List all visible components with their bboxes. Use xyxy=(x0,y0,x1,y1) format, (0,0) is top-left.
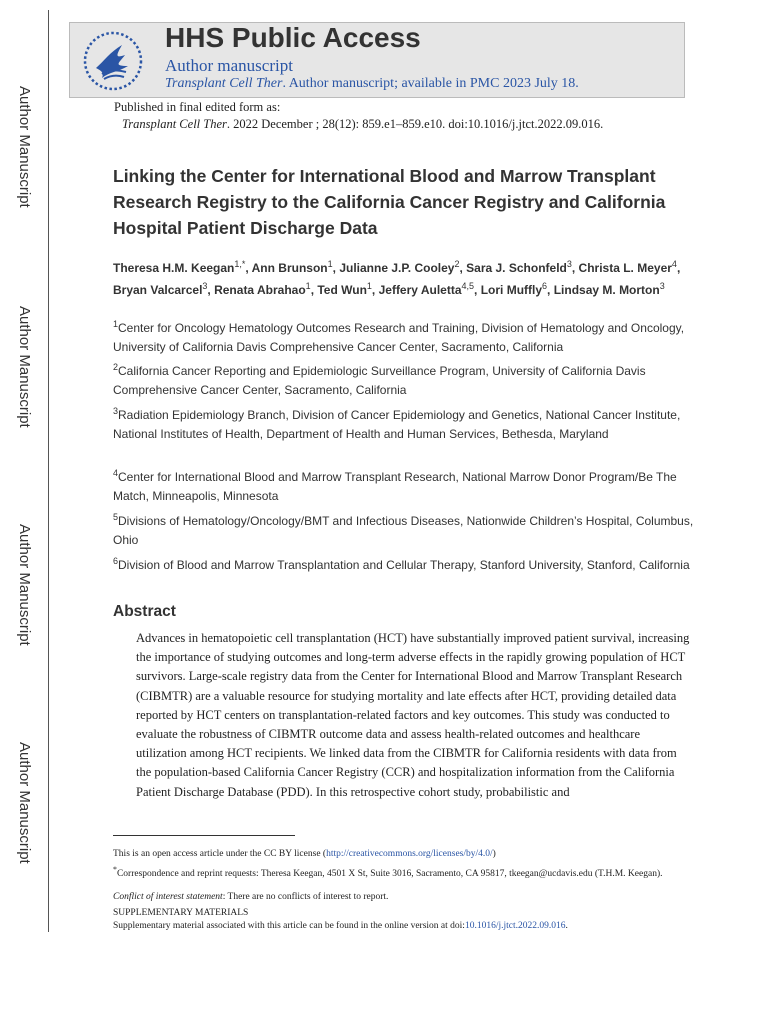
affiliation-number: 2 xyxy=(113,362,119,372)
abstract-heading: Abstract xyxy=(113,603,176,620)
sidebar-label-author-manuscript: Author Manuscript xyxy=(16,524,33,646)
coi-text: : There are no conflicts of interest to report. xyxy=(222,892,389,902)
supplementary-footnote xyxy=(113,920,673,932)
author-affiliation-sup: 3 xyxy=(202,281,208,291)
coi-label: Conflict of interest statement xyxy=(113,892,223,902)
correspondence-text: Correspondence and reprint requests: Theresa Keegan, 4501 X St, Suite 3016, Sacramento, CA 95817, tkeegan@ucdavis.edu (T.H.M. Keegan). xyxy=(116,869,663,880)
license-suffix: ) xyxy=(492,849,496,859)
author-name[interactable]: Christa L. Meyer xyxy=(578,261,672,275)
supplementary-text: Supplementary material associated with this article can be found in the online version at doi: xyxy=(113,921,465,931)
author-affiliation-sup: 2 xyxy=(454,259,460,269)
journal-name: Transplant Cell Ther xyxy=(165,76,283,91)
author-affiliation-sup: 6 xyxy=(542,281,548,291)
affiliation-text: California Cancer Reporting and Epidemiologic Surveillance Program, University of California Davis Comprehensive Cancer Center, Sacramento, California xyxy=(113,364,646,397)
affiliation xyxy=(113,464,713,505)
affiliation-text: Radiation Epidemiology Branch, Division of Cancer Epidemiology and Genetics, National Cancer Institute, National Institutes of Health, Department of Health and Human Services, Bethesda, Maryland xyxy=(113,408,681,441)
sidebar-label-author-manuscript: Author Manuscript xyxy=(16,742,33,864)
affiliation-number: 1 xyxy=(113,319,119,329)
author-manuscript-label: Author manuscript xyxy=(165,56,293,75)
author-affiliation-sup: 4 xyxy=(671,259,677,269)
supplementary-end: . xyxy=(565,921,568,931)
hhs-eagle-logo-icon xyxy=(80,28,146,94)
author-affiliation-sup: 4,5 xyxy=(461,281,475,291)
author-name[interactable]: Ann Brunson xyxy=(251,261,328,275)
author-name[interactable]: Sara J. Schonfeld xyxy=(466,261,567,275)
publication-citation xyxy=(122,117,603,132)
pmc-availability xyxy=(165,76,579,92)
sidebar-label-author-manuscript: Author Manuscript xyxy=(16,86,33,208)
correspondence-mark: * xyxy=(113,865,117,874)
affiliation xyxy=(113,508,713,549)
availability-text: . Author manuscript; available in PMC 2023 July 18. xyxy=(282,76,579,91)
author-name[interactable]: Lindsay M. Morton xyxy=(553,283,660,297)
author-name[interactable]: Jeffery Auletta xyxy=(378,283,462,297)
affiliation xyxy=(113,315,713,356)
correspondence-footnote xyxy=(113,864,673,880)
affiliation xyxy=(113,402,713,443)
conflict-of-interest-footnote xyxy=(113,891,673,903)
affiliation-text: Center for Oncology Hematology Outcomes Research and Training, Division of Hematology and Oncology, University of California Davis Comprehensive Cancer Center, Sacramento, California xyxy=(113,321,685,354)
abstract-body: Advances in hematopoietic cell transplantation (HCT) have substantially improved patient survival, increasing the importance of studying outcomes and long-term adverse effects in the rapidly growing population of HCT survivors. Large-scale registry data from the Center for International Blood and Marrow Transplant Research (CIBMTR) are a valuable resource for studying mortality and late effects after HCT, providing detailed data reported by HCT centers on transplantation-related factors and key outcomes. This study was conducted to evaluate the robustness of CIBMTR outcome data and assess health-related outcomes and healthcare utilization among HCT recipients. We linked data from the CIBMTR for California residents with data from the population-based California Cancer Registry (CCR) and hospitalization information from the California Patient Discharge Database (PDD). In this retrospective cohort study, probabilistic and xyxy=(136,631,690,799)
author-affiliation-sup: 1 xyxy=(366,281,372,291)
license-link[interactable]: http://creativecommons.org/licenses/by/4.0/ xyxy=(326,849,493,859)
author-name[interactable]: Lori Muffly xyxy=(480,283,543,297)
hhs-public-access-title: HHS Public Access xyxy=(165,22,421,53)
affiliation-number: 5 xyxy=(113,512,119,522)
footnote-divider xyxy=(113,835,295,836)
affiliation-number: 6 xyxy=(113,556,119,566)
article-title: Linking the Center for International Blood and Marrow Transplant Research Registry to the California Cancer Registry and California Hospital Patient Discharge Data xyxy=(113,166,666,238)
author-affiliation-sup: 3 xyxy=(659,281,665,291)
sidebar-label-author-manuscript: Author Manuscript xyxy=(16,306,33,428)
author-name[interactable]: Ted Wun xyxy=(317,283,367,297)
affiliation-text: Center for International Blood and Marrow Transplant Research, National Marrow Donor Program/Be The Match, Minneapolis, Minnesota xyxy=(113,470,677,503)
affiliation-text: Divisions of Hematology/Oncology/BMT and Infectious Diseases, Nationwide Children’s Hospital, Columbus, Ohio xyxy=(113,514,694,547)
supplementary-heading: SUPPLEMENTARY MATERIALS xyxy=(113,908,249,918)
supplementary-doi-link[interactable]: 10.1016/j.jtct.2022.09.016 xyxy=(464,921,566,931)
affiliation-number: 4 xyxy=(113,468,119,478)
author-affiliation-sup: 1 xyxy=(305,281,311,291)
affiliation-text: Division of Blood and Marrow Transplantation and Cellular Therapy, Stanford University, Stanford, California xyxy=(118,558,690,572)
affiliation xyxy=(113,552,713,575)
affiliation-number: 3 xyxy=(113,406,119,416)
author-affiliation-sup: 1,* xyxy=(234,259,246,269)
author-list: Theresa H.M. Keegan$^{1,*}$, Ann Brunson$^1$, Julianne J.P. Cooley$^2$, Sara J. Schonfeld$^3$, Christa L. Meyer$^4$, Bryan Valcarcel$^3$, Renata Abrahao$^1$, Ted Wun$^1$, Jeffery Auletta$^{4,5}$, Lori Muffly$^6$, Lindsay M. Morton$^3$ xyxy=(113,259,681,297)
journal-name: Transplant Cell Ther xyxy=(122,117,227,131)
author-affiliation-sup: 3 xyxy=(566,259,572,269)
author-name[interactable]: Renata Abrahao xyxy=(214,283,306,297)
license-footnote xyxy=(113,848,673,860)
affiliation xyxy=(113,358,713,399)
published-in-label: Published in final edited form as: xyxy=(114,100,281,114)
author-name[interactable]: Bryan Valcarcel xyxy=(113,283,203,297)
author-affiliation-sup: 1 xyxy=(327,259,333,269)
author-name[interactable]: Theresa H.M. Keegan xyxy=(113,261,235,275)
author-name[interactable]: Julianne J.P. Cooley xyxy=(339,261,455,275)
citation-text: . 2022 December ; 28(12): 859.e1–859.e10. doi:10.1016/j.jtct.2022.09.016. xyxy=(226,117,604,131)
license-prefix: This is an open access article under the CC BY license ( xyxy=(113,849,327,859)
